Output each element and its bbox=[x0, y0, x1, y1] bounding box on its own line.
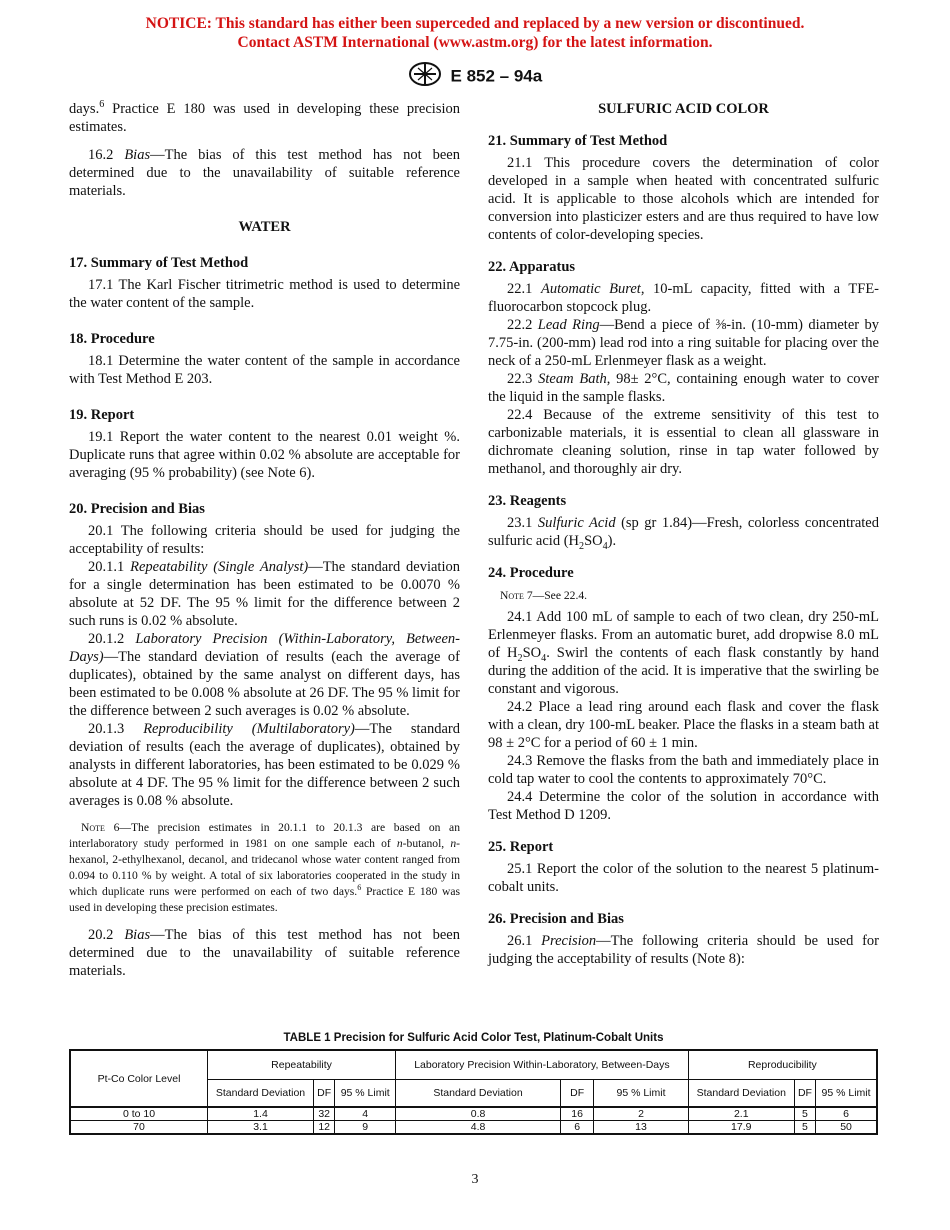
section-20-title: 20. Precision and Bias bbox=[69, 501, 205, 517]
table-cell: 13 bbox=[594, 1121, 689, 1135]
table-cell: 0 to 10 bbox=[70, 1107, 208, 1121]
paragraph-21-1: 21.1 This procedure covers the determination of color developed in a sample when heated with concentrated sulfuric acid. It is applicable to those alcohols which are intended for conversion into plasticizer esters and are thus required to have low contents of color-developing species. bbox=[488, 155, 879, 243]
table-cell: 4 bbox=[335, 1107, 396, 1121]
paragraph-19-1: 19.1 Report the water content to the nearest 0.01 weight %. Duplicate runs that agree within 0.02 % absolute are acceptable for averaging (95 % probability) (see Note 6). bbox=[69, 429, 460, 481]
header-laboratory-precision: Laboratory Precision Within-Laboratory, Between-Days bbox=[396, 1050, 689, 1080]
header-limit: 95 % Limit bbox=[335, 1080, 396, 1108]
paragraph-23-1: 23.1 Sulfuric Acid (sp gr 1.84)—Fresh, colorless concentrated sulfuric acid $(H_2SO_4)$. bbox=[488, 515, 879, 552]
paragraph-20-1-2: 20.1.2 Laboratory Precision (Within-Laboratory, Between-Days)—The standard deviation of results (each the average of duplicates), obtained by the same analyst on different days, has been estimated to be 0.008 % absolute at 26 DF. The 95 % limit for the difference between 2 such averages is 0.02 % absolute. bbox=[69, 631, 461, 719]
table-row bbox=[70, 1121, 877, 1135]
table-cell: 9 bbox=[335, 1121, 396, 1135]
page-number: 3 bbox=[471, 1172, 479, 1187]
table-row bbox=[70, 1107, 877, 1121]
header-reproducibility: Reproducibility bbox=[688, 1050, 877, 1080]
table-cell: 5 bbox=[794, 1121, 815, 1135]
header-limit: 95 % Limit bbox=[816, 1080, 877, 1108]
paragraph-22-1: 22.1 Automatic Buret, 10-mL capacity, fitted with a TFE-fluorocarbon stopcock plug. bbox=[488, 281, 880, 315]
left-column bbox=[69, 100, 460, 980]
header-sd: Standard Deviation bbox=[688, 1080, 794, 1108]
header-sd: Standard Deviation bbox=[396, 1080, 561, 1108]
header-df: DF bbox=[561, 1080, 594, 1108]
table-cell: 0.8 bbox=[396, 1107, 561, 1121]
section-24-title: 24. Procedure bbox=[488, 565, 574, 581]
document-header bbox=[0, 61, 950, 92]
paragraph-16-2: 16.2 Bias—The bias of this test method has not been determined due to the unavailability of suitable reference materials. bbox=[69, 147, 460, 199]
table-cell: 32 bbox=[314, 1107, 335, 1121]
paragraph-18-1: 18.1 Determine the water content of the sample in accordance with Test Method E 203. bbox=[69, 353, 460, 387]
paragraph-24-3: 24.3 Remove the flasks from the bath and immediately place in cold tap water to cool the contents to approximately 70°C. bbox=[488, 753, 879, 787]
standard-designation: E 852 – 94a bbox=[450, 66, 543, 86]
table-cell: 6 bbox=[561, 1121, 594, 1135]
paragraph-17-1: 17.1 The Karl Fischer titrimetric method is used to determine the water content of the sample. bbox=[69, 277, 460, 311]
paragraph-20-1: 20.1 The following criteria should be used for judging the acceptability of results: bbox=[69, 523, 460, 557]
table-cell: 17.9 bbox=[688, 1121, 794, 1135]
section-23-title: 23. Reagents bbox=[488, 493, 567, 509]
header-color-level: Pt-Co Color Level bbox=[70, 1050, 208, 1107]
precision-table-block bbox=[69, 1032, 878, 1135]
sulfuric-acid-heading: SULFURIC ACID COLOR bbox=[598, 101, 769, 117]
note-7: Note 7—See 22.4. bbox=[500, 589, 588, 602]
water-heading: WATER bbox=[238, 219, 291, 235]
section-18-title: 18. Procedure bbox=[69, 331, 155, 347]
note-6: Note 6—The precision estimates in 20.1.1 to 20.1.3 are based on an interlaboratory study performed in 1981 on one sample each of n-butanol, n-hexanol, 2-ethylhexanol, decanol, and tridecanol whose water content ranged from 0.094 to 0.110 % by weight. A total of six laboratories cooperated in the study in which duplicate runs were performed on each of two days.$^6$ Practice E 180 was used in developing these precision estimates. bbox=[69, 821, 460, 914]
header-sd: Standard Deviation bbox=[208, 1080, 314, 1108]
table-cell: 2.1 bbox=[688, 1107, 794, 1121]
table-cell: 50 bbox=[816, 1121, 877, 1135]
section-25-title: 25. Report bbox=[488, 839, 554, 855]
table-cell: 12 bbox=[314, 1121, 335, 1135]
paragraph-22-4: 22.4 Because of the extreme sensitivity of this test to carbonizable materials, it is essential to clean all glassware in dichromate cleaning solution, rinse in tap water followed by methanol, and thoroughly air dry. bbox=[488, 407, 879, 477]
table-cell: 3.1 bbox=[208, 1121, 314, 1135]
paragraph-continuation: days.$^6$ Practice E 180 was used in developing these precision estimates. bbox=[69, 99, 460, 135]
paragraph-24-2: 24.2 Place a lead ring around each flask and cover the flask with a clean, dry 100-mL beaker. Place the flasks in a steam bath at 98 ± 2°C for a period of 60 ± 1 min. bbox=[488, 699, 879, 751]
table-cell: 5 bbox=[794, 1107, 815, 1121]
table-title: TABLE 1 Precision for Sulfuric Acid Color Test, Platinum-Cobalt Units bbox=[283, 1032, 664, 1044]
paragraph-20-1-3: 20.1.3 Reproducibility (Multilaboratory)—The standard deviation of results (each the average of duplicates), obtained by analysts in different laboratories, has been estimated to be 0.029 % absolute at 4 DF. The 95 % limit for the difference between 2 such averages is 0.08 % absolute. bbox=[69, 721, 460, 809]
section-22-title: 22. Apparatus bbox=[488, 259, 576, 275]
paragraph-22-2: 22.2 Lead Ring—Bend a piece of ⅜-in. (10-mm) diameter by 7.75-in. (200-mm) lead rod into a ring suitable for placing over the neck of a 250-mL Erlenmeyer flask as a weight. bbox=[488, 317, 879, 369]
paragraph-20-2: 20.2 Bias—The bias of this test method has not been determined due to the unavailability of suitable reference materials. bbox=[69, 927, 460, 979]
table-cell: 70 bbox=[70, 1121, 208, 1135]
section-19-title: 19. Report bbox=[69, 407, 135, 423]
superseded-notice bbox=[0, 14, 950, 52]
header-limit: 95 % Limit bbox=[594, 1080, 689, 1108]
table-cell: 4.8 bbox=[396, 1121, 561, 1135]
section-21-title: 21. Summary of Test Method bbox=[488, 133, 668, 149]
table-cell: 16 bbox=[561, 1107, 594, 1121]
header-repeatability: Repeatability bbox=[208, 1050, 396, 1080]
section-17-title: 17. Summary of Test Method bbox=[69, 255, 249, 271]
paragraph-26-1: 26.1 Precision—The following criteria should be used for judging the acceptability of results (Note 8): bbox=[488, 933, 879, 967]
paragraph-20-1-1: 20.1.1 Repeatability (Single Analyst)—The standard deviation for a single determination has been estimated to be 0.0070 % absolute at 52 DF. The 95 % limit for the difference between 2 such runs is 0.02 % absolute. bbox=[69, 559, 460, 629]
notice-line-1: NOTICE: This standard has either been superceded and replaced by a new version or discontinued. bbox=[145, 15, 805, 32]
paragraph-25-1: 25.1 Report the color of the solution to the nearest 5 platinum-cobalt units. bbox=[488, 861, 879, 895]
header-df: DF bbox=[794, 1080, 815, 1108]
paragraph-22-3: 22.3 Steam Bath, 98± 2°C, containing enough water to cover the liquid in the sample flasks. bbox=[488, 371, 880, 405]
notice-line-2: Contact ASTM International (www.astm.org) for the latest information. bbox=[237, 34, 713, 51]
paragraph-24-4: 24.4 Determine the color of the solution in accordance with Test Method D 1209. bbox=[488, 789, 879, 823]
precision-table bbox=[69, 1049, 878, 1135]
header-df: DF bbox=[314, 1080, 335, 1108]
paragraph-24-1: 24.1 Add 100 mL of sample to each of two clean, dry 250-mL Erlenmeyer flasks. From an automatic buret, add dropwise 8.0 mL of $H_2SO_4$. Swirl the contents of each flask constantly by hand during the addition of the acid. It is imperative that the swirling be constant and vigorous. bbox=[488, 609, 879, 697]
table-cell: 2 bbox=[594, 1107, 689, 1121]
table-cell: 1.4 bbox=[208, 1107, 314, 1121]
astm-logo-icon bbox=[408, 61, 442, 92]
right-column bbox=[488, 100, 879, 968]
table-cell: 6 bbox=[816, 1107, 877, 1121]
section-26-title: 26. Precision and Bias bbox=[488, 911, 624, 927]
